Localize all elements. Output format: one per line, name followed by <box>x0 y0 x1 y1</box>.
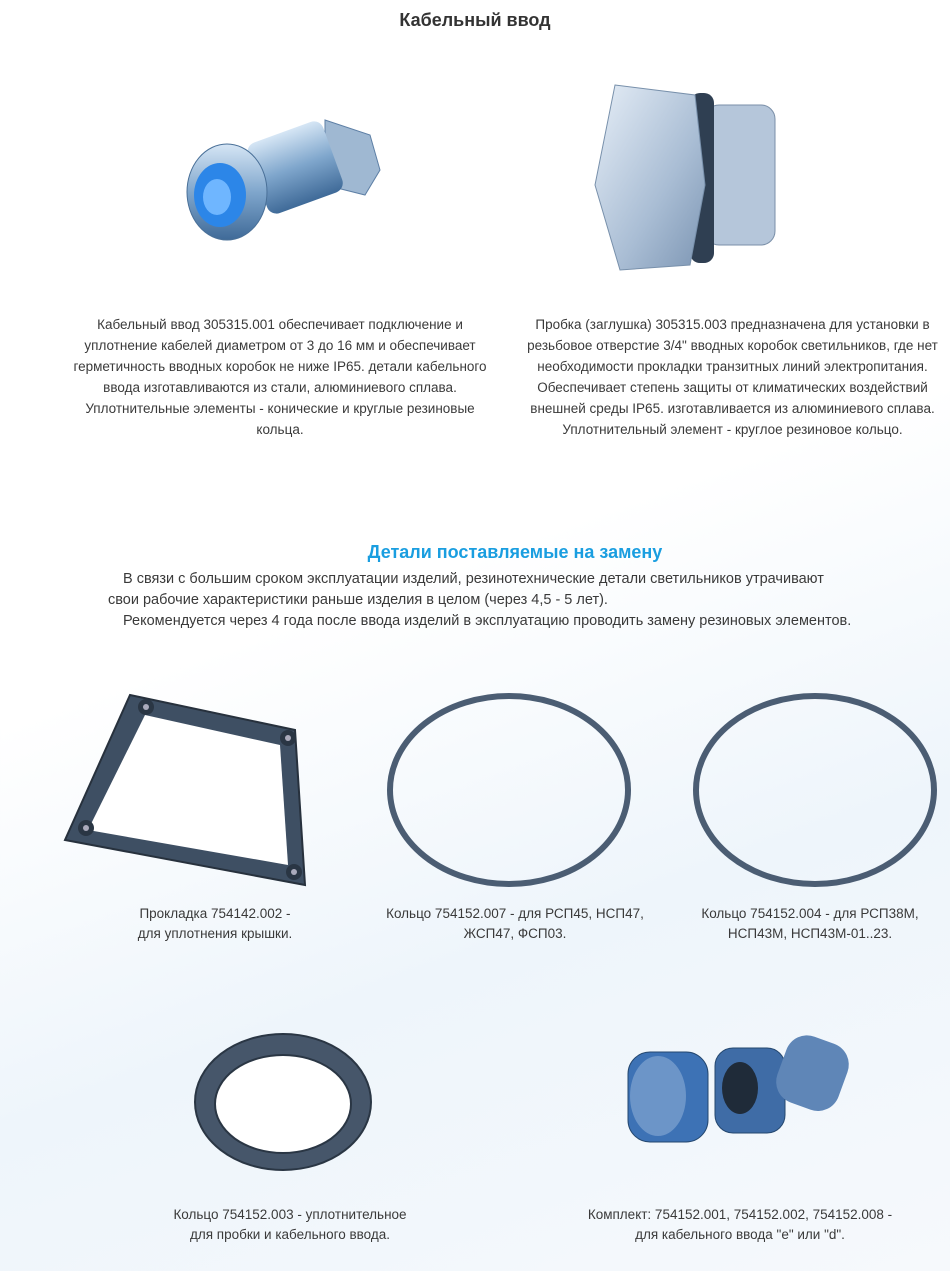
gasket-icon <box>60 690 320 900</box>
cable-gland-description: Кабельный ввод 305315.001 обеспечивает подключение и уплотнение кабелей диаметром от 3 до 16 мм и обеспечивает герметичность вводных коробок не ниже IP65. детали кабельного ввода изготавливаются из стали, алюминиевого сплава. Уплотнительные элементы - конические и круглые резиновые кольца. <box>73 317 487 437</box>
caption-gasket: Прокладка 754142.002 - для уплотнения крышки. <box>137 906 293 941</box>
page-title: Кабельный ввод <box>399 10 551 30</box>
caption-ring-004: Кольцо 754152.004 - для РСП38М, НСП43М, НСП43М-01..23. <box>701 906 919 941</box>
plug-icon <box>590 75 790 275</box>
seal-kit-icon <box>620 1030 850 1150</box>
section-title: Детали поставляемые на замену <box>367 542 663 562</box>
thick-ring-icon <box>188 1030 378 1180</box>
caption-ring-007: Кольцо 754152.007 - для РСП45, НСП47, ЖСП47, ФСП03. <box>386 906 644 941</box>
o-ring-icon <box>385 690 635 890</box>
intro-line-2: свои рабочие характеристики раньше изделия в целом (через 4,5 - 5 лет). <box>108 592 608 608</box>
cable-gland-icon <box>175 100 385 260</box>
plug-description: Пробка (заглушка) 305315.003 предназначена для установки в резьбовое отверстие 3/4" вводных коробок светильников, где нет необходимости прокладки транзитных линий электропитания. Обеспечивает степень защиты от климатических воздействий внешней среды IP65. изготавливается из алюминиевого сплава. Уплотнительный элемент - круглое резиновое кольцо. <box>527 317 938 437</box>
caption-ring-003: Кольцо 754152.003 - уплотнительное для пробки и кабельного ввода. <box>173 1207 407 1242</box>
o-ring-icon <box>690 690 940 890</box>
caption-kit: Комплект: 754152.001, 754152.002, 754152.008 - для кабельного ввода "e" или "d". <box>587 1207 893 1242</box>
intro-line-1: В связи с большим сроком эксплуатации изделий, резинотехнические детали светильников утрачивают <box>123 571 824 587</box>
intro-line-3: Рекомендуется через 4 года после ввода изделий в эксплуатацию проводить замену резиновых элементов. <box>123 613 852 629</box>
